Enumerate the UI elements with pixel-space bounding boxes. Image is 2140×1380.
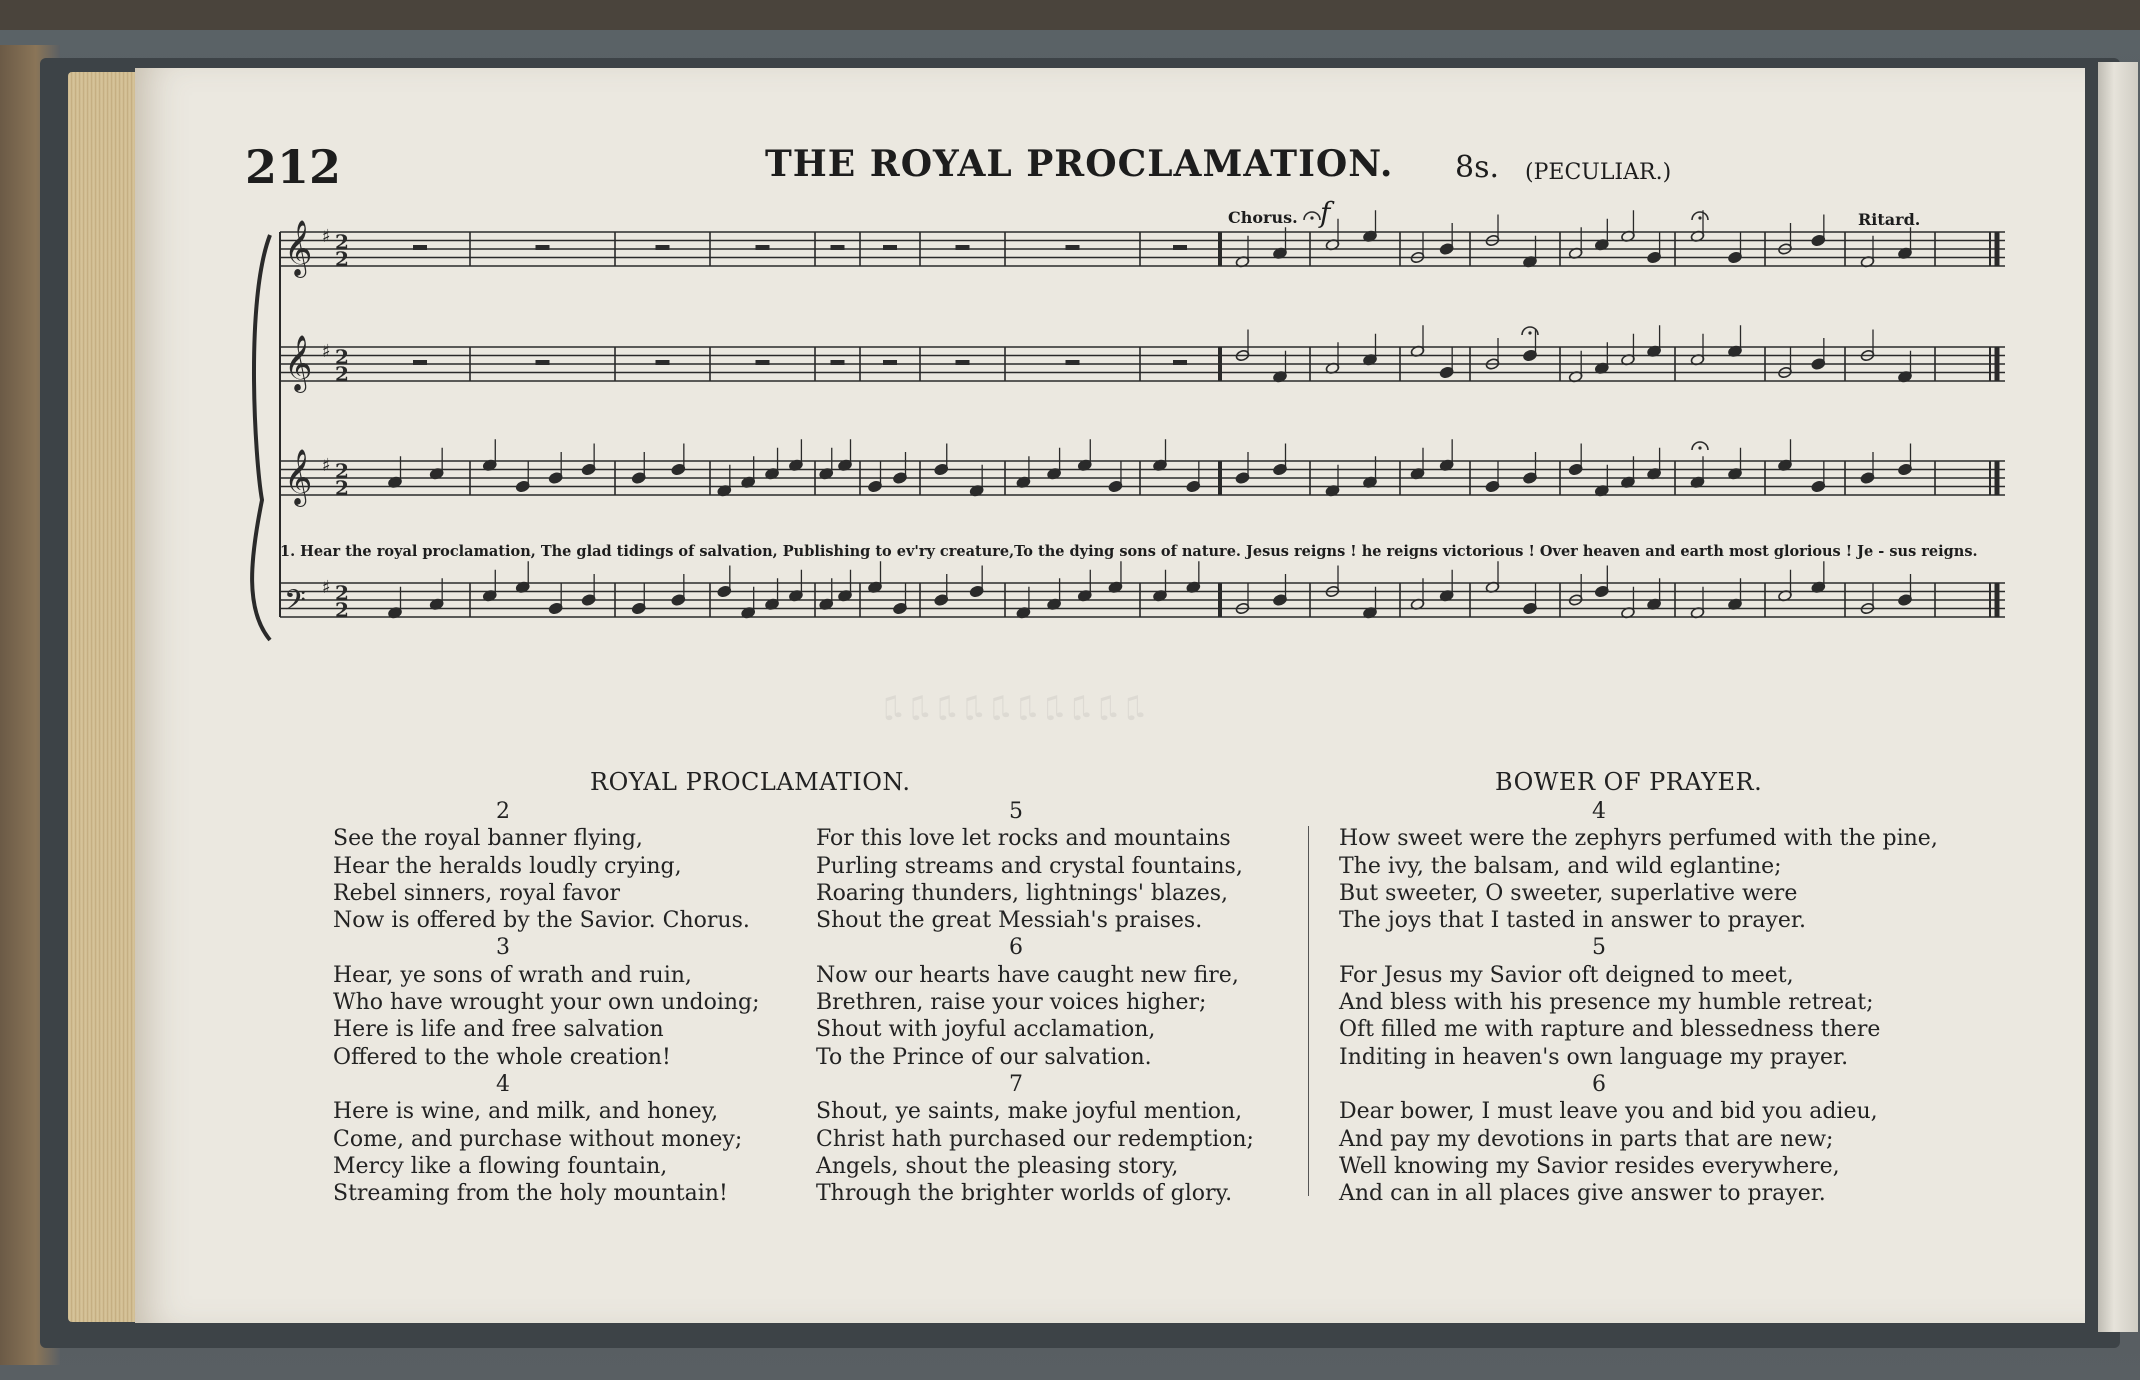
- verse-line: Through the brighter worlds of glory.: [816, 1181, 1233, 1207]
- verse-line: Rebel sinners, royal favor: [333, 880, 620, 906]
- verse-line: Shout, ye saints, make joyful mention,: [816, 1099, 1243, 1125]
- ritard-label: Ritard.: [1858, 210, 1921, 229]
- page-title: THE ROYAL PROCLAMATION.: [765, 143, 1394, 185]
- verse-line: And can in all places give answer to prayer.: [1339, 1181, 1826, 1207]
- whole-rest: [756, 360, 770, 365]
- whole-rest: [956, 360, 970, 365]
- verse-line: Purling streams and crystal fountains,: [816, 853, 1243, 879]
- sharp-icon: ♯: [322, 341, 331, 362]
- fermata-dot: [1698, 216, 1701, 219]
- verse-line: The ivy, the balsam, and wild eglantine;: [1339, 853, 1782, 879]
- verse-line: Christ hath purchased our redemption;: [816, 1126, 1254, 1152]
- verse-line: Who have wrought your own undoing;: [333, 990, 760, 1016]
- treble-clef-icon: 𝄞: [284, 220, 313, 276]
- score-lyrics: 1. Hear the royal proclamation, The glad tidings of salvation, Publishing to ev'ry creature,To the dying sons of nature. Jesus reigns ! he reigns victorious ! Over heaven and earth most glorious ! Je - sus reigns.: [280, 543, 1978, 560]
- verse-line: Well knowing my Savior resides everywhere,: [1339, 1153, 1840, 1179]
- verse-line: Offered to the whole creation!: [333, 1044, 671, 1070]
- whole-rest: [756, 245, 770, 250]
- verse-line: Now is offered by the Savior. Chorus.: [333, 908, 750, 934]
- stanza-number: 3: [496, 935, 510, 961]
- bass-clef-icon: 𝄢: [284, 584, 306, 624]
- whole-rest: [831, 245, 845, 250]
- verse-column-3: [1339, 798, 1938, 1207]
- verse-line: Roaring thunders, lightnings' blazes,: [816, 880, 1229, 906]
- whole-rest: [956, 245, 970, 250]
- stanza-number: 6: [1009, 935, 1023, 961]
- page-number: 212: [245, 140, 342, 194]
- sharp-icon: ♯: [322, 226, 331, 247]
- treble-clef-icon: 𝄞: [284, 449, 313, 505]
- time-signature: 2: [335, 581, 349, 605]
- hymn-title-royal-proclamation: ROYAL PROCLAMATION.: [590, 768, 911, 796]
- whole-rest: [1173, 360, 1187, 365]
- fermata-dot: [1698, 446, 1701, 449]
- chorus-label: Chorus.: [1228, 208, 1298, 227]
- verse-line: And bless with his presence my humble retreat;: [1339, 990, 1874, 1016]
- verse-line: Angels, shout the pleasing story,: [816, 1153, 1179, 1179]
- whole-rest: [1173, 245, 1187, 250]
- stanza-number: 4: [1592, 799, 1606, 824]
- time-signature: 2: [335, 230, 349, 254]
- dynamic-forte: f: [1320, 196, 1331, 229]
- verse-line: Now our hearts have caught new fire,: [816, 962, 1239, 988]
- whole-rest: [536, 360, 550, 365]
- verse-line: Come, and purchase without money;: [333, 1126, 743, 1152]
- time-signature: 2: [335, 247, 349, 271]
- staff-brace: [252, 235, 270, 640]
- verse-line: How sweet were the zephyrs perfumed with the pine,: [1339, 826, 1938, 852]
- verse-line: The joys that I tasted in answer to prayer.: [1339, 908, 1806, 934]
- verse-line: Oft filled me with rapture and blessedness there: [1339, 1017, 1881, 1043]
- verse-line: Hear, ye sons of wrath and ruin,: [333, 962, 692, 988]
- time-signature: 2: [335, 362, 349, 386]
- whole-rest: [536, 245, 550, 250]
- stanza-number: 5: [1592, 935, 1606, 961]
- whole-rest: [1066, 360, 1080, 365]
- verse-line: Inditing in heaven's own language my prayer.: [1339, 1044, 1849, 1070]
- verse-line: Shout the great Messiah's praises.: [816, 908, 1203, 934]
- time-signature: 2: [335, 598, 349, 622]
- stanza-number: 4: [496, 1071, 510, 1097]
- verse-line: For Jesus my Savior oft deigned to meet,: [1339, 962, 1794, 988]
- whole-rest: [656, 245, 670, 250]
- meter-label: 8s.: [1455, 150, 1500, 185]
- verse-line: Here is life and free salvation: [333, 1017, 664, 1043]
- verse-line: Streaming from the holy mountain!: [333, 1181, 728, 1207]
- show-through-decoration: ♫♫♫♫♫♫♫♫♫♫: [880, 690, 1149, 725]
- verse-column-1: [333, 798, 760, 1207]
- verse-line: For this love let rocks and mountains: [816, 826, 1231, 852]
- sharp-icon: ♯: [322, 577, 331, 598]
- verse-line: To the Prince of our salvation.: [816, 1044, 1152, 1070]
- verse-line: Shout with joyful acclamation,: [816, 1017, 1156, 1043]
- verse-line: But sweeter, O sweeter, superlative were: [1339, 880, 1798, 906]
- stanza-number: 5: [1009, 799, 1023, 824]
- whole-rest: [413, 245, 427, 250]
- whole-rest: [883, 245, 897, 250]
- time-signature: 2: [335, 345, 349, 369]
- verse-line: See the royal banner flying,: [333, 826, 643, 852]
- whole-rest: [413, 360, 427, 365]
- music-score: [0, 0, 2140, 680]
- verse-line: Dear bower, I must leave you and bid you adieu,: [1339, 1099, 1878, 1125]
- stanza-number: 2: [496, 799, 510, 824]
- whole-rest: [883, 360, 897, 365]
- sharp-icon: ♯: [322, 455, 331, 476]
- verse-line: Mercy like a flowing fountain,: [333, 1153, 668, 1179]
- stanza-number: 7: [1009, 1071, 1023, 1097]
- verse-line: Brethren, raise your voices higher;: [816, 990, 1207, 1016]
- stanza-number: 6: [1592, 1071, 1606, 1097]
- verse-line: Hear the heralds loudly crying,: [333, 853, 682, 879]
- column-divider: [1308, 826, 1309, 1196]
- hymn-title-bower-of-prayer: BOWER OF PRAYER.: [1495, 768, 1763, 796]
- verse-line: And pay my devotions in parts that are new;: [1339, 1126, 1834, 1152]
- fermata-dot: [1528, 331, 1531, 334]
- treble-clef-icon: 𝄞: [284, 335, 313, 391]
- time-signature: 2: [335, 476, 349, 500]
- time-signature: 2: [335, 459, 349, 483]
- whole-rest: [831, 360, 845, 365]
- fermata-dot: [1310, 216, 1313, 219]
- whole-rest: [1066, 245, 1080, 250]
- meter-note: (PECULIAR.): [1525, 160, 1672, 185]
- whole-rest: [656, 360, 670, 365]
- verse-line: Here is wine, and milk, and honey,: [333, 1099, 719, 1125]
- verse-column-2: [816, 798, 1254, 1207]
